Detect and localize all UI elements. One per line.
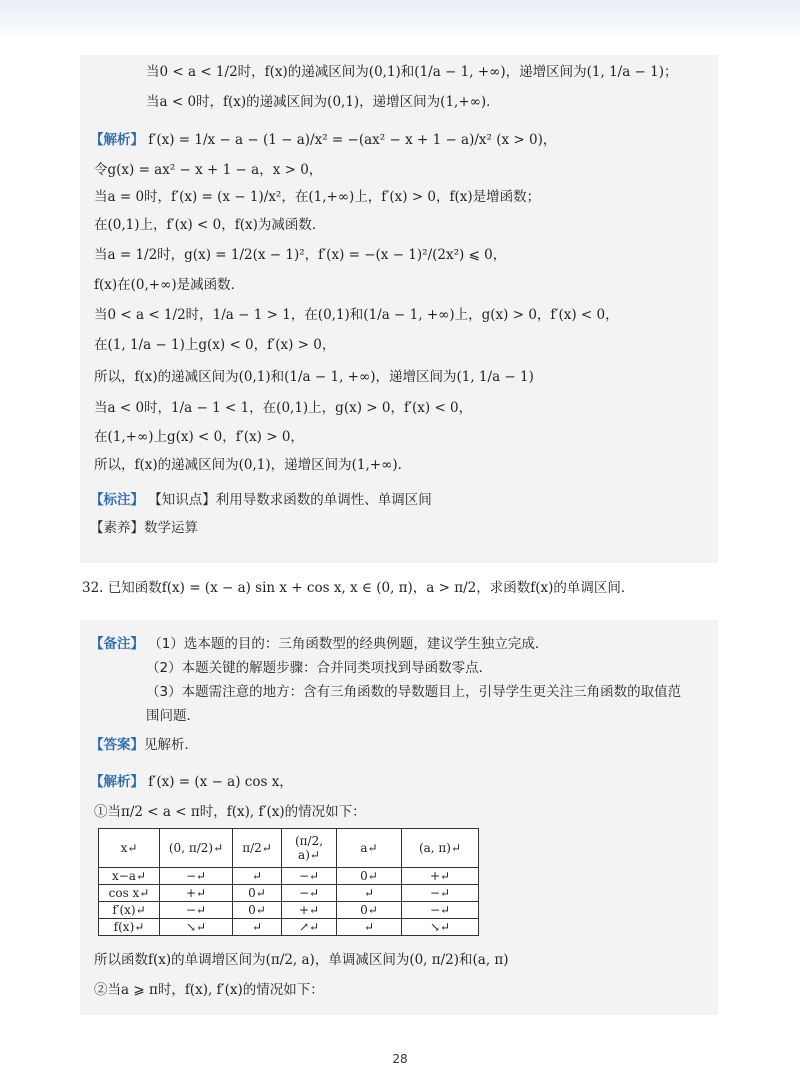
note-line [90, 490, 432, 510]
table-row [99, 885, 479, 902]
page-number: 28 [392, 1052, 408, 1066]
analysis-line-6: f(x)在(0,+∞)是减函数． [94, 277, 245, 293]
table-cell: −↵ [160, 868, 233, 885]
analysis-line-8: 在(1, 1/a − 1)上g(x) < 0，f′(x) > 0， [94, 337, 336, 353]
table-cell: x−a↵ [99, 868, 160, 885]
table-cell: ↵ [233, 868, 282, 885]
remark-tag: 【备注】 [90, 636, 144, 652]
analysis2-line [90, 772, 293, 792]
answer-line [90, 735, 198, 755]
table-cell: ↵ [233, 919, 282, 936]
table-cell: ↗↵ [282, 919, 337, 936]
table-cell: +↵ [282, 902, 337, 919]
table-row [99, 902, 479, 919]
remark-line-1 [90, 634, 548, 654]
analysis-line-9: 所以，f(x)的递减区间为(0,1)和(1/a − 1, +∞)，递增区间为(1, 1/a − 1) [94, 369, 534, 385]
case2-line: ②当a ⩾ π时，f(x), f′(x)的情况如下： [94, 982, 324, 998]
table-cell: cos x↵ [99, 885, 160, 902]
analysis2-text: f′(x) = (x − a) cos x， [148, 774, 293, 790]
table-cell: −↵ [402, 885, 479, 902]
table-cell: 0↵ [337, 902, 402, 919]
result-line-2: 当a < 0时，f(x)的递减区间为(0,1)，递增区间为(1,+∞)． [146, 94, 500, 110]
note-text: 【知识点】利用导数求函数的单调性、单调区间 [148, 492, 432, 508]
variation-table [98, 828, 479, 936]
table-cell: −↵ [402, 902, 479, 919]
solution-box-1 [80, 55, 718, 563]
table-cell: f(x)↵ [99, 919, 160, 936]
literacy-tag: 【素养】 [90, 520, 144, 536]
question-32: 32. 已知函数f(x) = (x − a) sin x + cos x, x ∈ (0, π)，a > π/2，求函数f(x)的单调区间． [82, 580, 635, 596]
remark-text-1: （1）选本题的目的：三角函数型的经典例题，建议学生独立完成． [148, 636, 549, 652]
analysis-line-11: 在(1,+∞)上g(x) < 0，f′(x) > 0， [94, 429, 304, 445]
table-row [99, 868, 479, 885]
analysis-text: f′(x) = 1/x − a − (1 − a)/x² = −(ax² − x + 1 − a)/x² (x > 0)， [148, 132, 557, 148]
solution-box-2 [80, 620, 718, 1015]
table-cell: ↘↵ [402, 919, 479, 936]
table-cell: +↵ [160, 885, 233, 902]
table-cell: f′(x)↵ [99, 902, 160, 919]
table-cell: (a, π)↵ [402, 829, 479, 868]
analysis-line-2: 令g(x) = ax² − x + 1 − a，x > 0， [94, 162, 323, 178]
table-header-row [99, 829, 479, 868]
literacy-text: 数学运算 [144, 520, 198, 536]
literacy-line [90, 518, 198, 538]
analysis-line-1 [90, 130, 556, 150]
table-cell: (π/2, a)↵ [282, 829, 337, 868]
table-cell: −↵ [160, 902, 233, 919]
answer-text: 见解析． [144, 737, 198, 753]
table-cell: −↵ [282, 868, 337, 885]
page-header-band [0, 0, 800, 38]
analysis-tag: 【解析】 [90, 132, 144, 148]
result-line-1: 当0 < a < 1/2时，f(x)的递减区间为(0,1)和(1/a − 1, +∞)，递增区间为(1, 1/a − 1)； [146, 64, 678, 80]
table-cell: (0, π/2)↵ [160, 829, 233, 868]
analysis2-tag: 【解析】 [90, 774, 144, 790]
case1-line: ①当π/2 < a < π时，f(x), f′(x)的情况如下： [94, 804, 366, 820]
analysis-line-7: 当0 < a < 1/2时，1/a − 1 > 1，在(0,1)和(1/a − 1, +∞)上，g(x) > 0，f′(x) < 0， [94, 307, 619, 323]
analysis-line-5: 当a = 1/2时，g(x) = 1/2(x − 1)²，f′(x) = −(x − 1)²/(2x²) ⩽ 0， [94, 247, 507, 263]
analysis-line-4: 在(0,1)上，f′(x) < 0，f(x)为减函数． [94, 217, 326, 233]
remark-line-3: （3）本题需注意的地方：含有三角函数的导数题目上，引导学生更关注三角函数的取值范 [146, 684, 682, 700]
table-cell: 0↵ [233, 902, 282, 919]
table-cell: −↵ [282, 885, 337, 902]
table-cell: 0↵ [233, 885, 282, 902]
analysis-line-12: 所以，f(x)的递减区间为(0,1)，递增区间为(1,+∞)． [94, 457, 412, 473]
analysis-line-3: 当a = 0时，f′(x) = (x − 1)/x²，在(1,+∞)上，f′(x) > 0，f(x)是增函数； [94, 189, 541, 205]
remark-line-2: （2）本题关键的解题步骤：合并同类项找到导函数零点． [146, 660, 493, 676]
remark-line-4: 围问题． [146, 708, 200, 724]
table-cell: ↵ [337, 919, 402, 936]
table-cell: a↵ [337, 829, 402, 868]
table-cell: ↵ [337, 885, 402, 902]
analysis-line-10: 当a < 0时，1/a − 1 < 1，在(0,1)上，g(x) > 0，f′(x) < 0， [94, 400, 473, 416]
table-row [99, 919, 479, 936]
table-cell: x↵ [99, 829, 160, 868]
table-cell: ↘↵ [160, 919, 233, 936]
table-cell: +↵ [402, 868, 479, 885]
answer-tag: 【答案】 [90, 737, 144, 753]
table-cell: 0↵ [337, 868, 402, 885]
note-tag: 【标注】 [90, 492, 144, 508]
conclusion-line: 所以函数f(x)的单调增区间为(π/2, a)，单调减区间为(0, π/2)和(a, π) [94, 952, 509, 968]
table-cell: π/2↵ [233, 829, 282, 868]
